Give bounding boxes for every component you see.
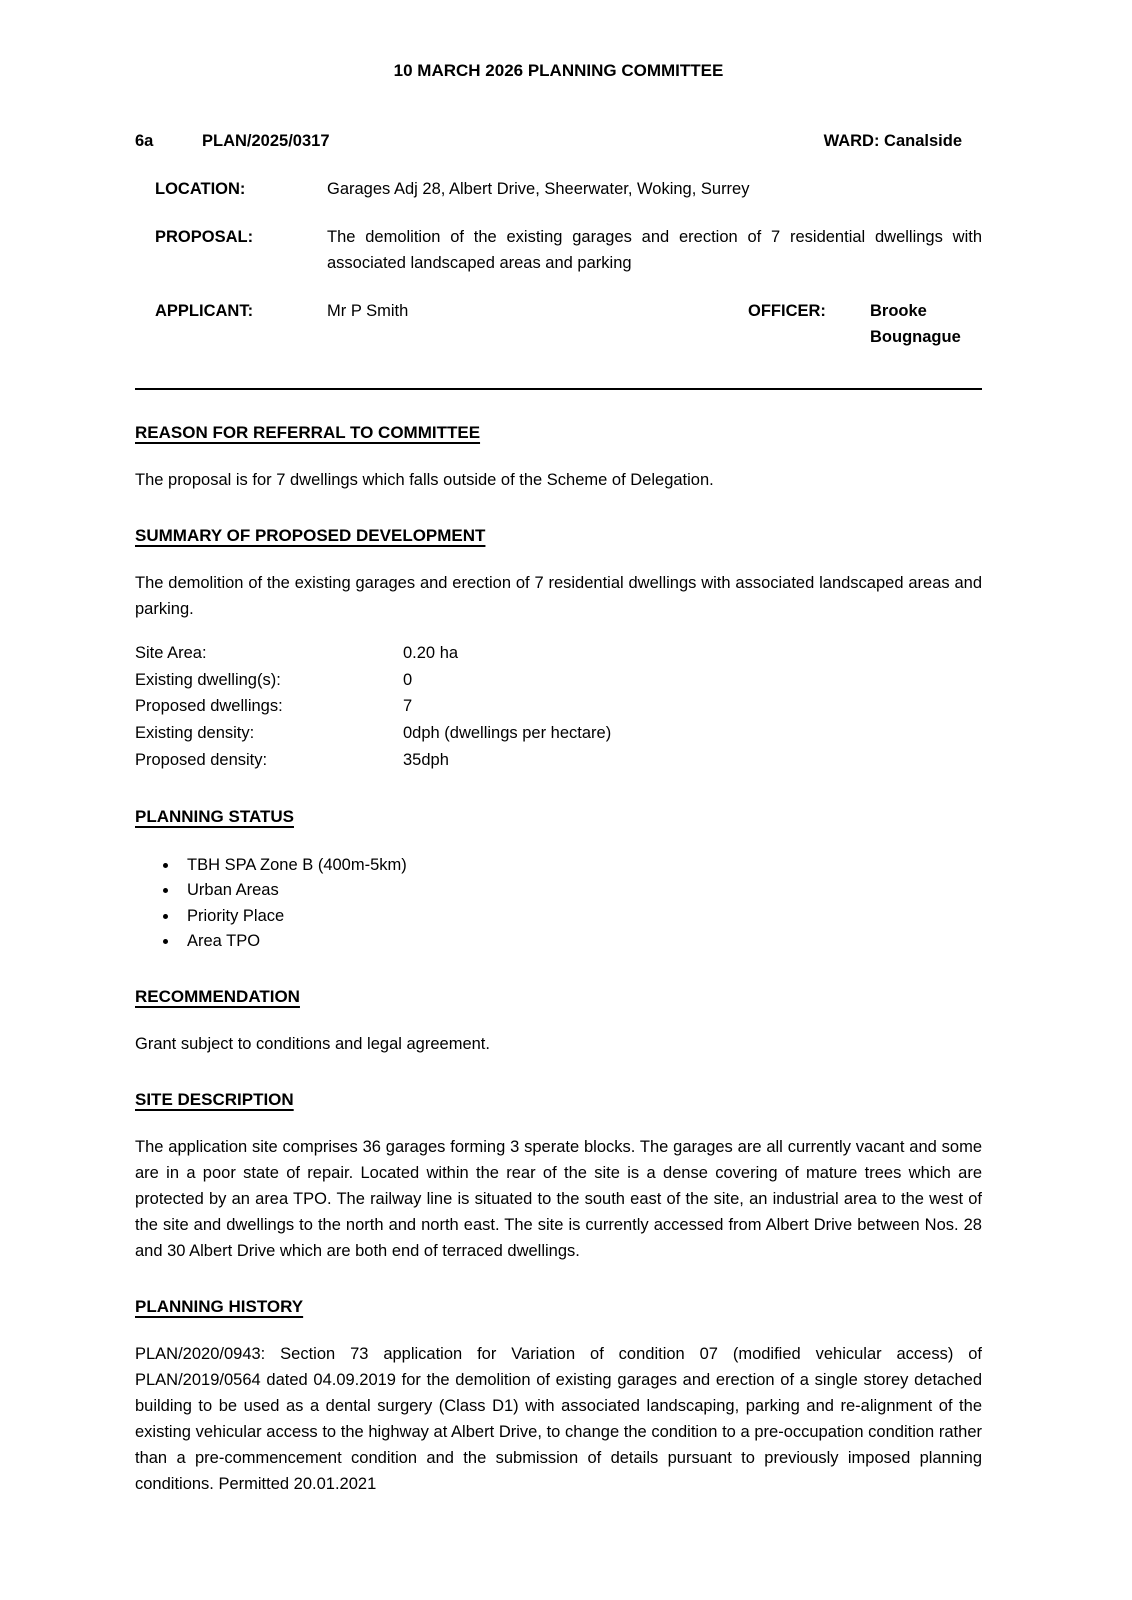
stats-label: Site Area:	[135, 644, 207, 662]
officer-label: OFFICER:	[748, 302, 826, 320]
section-heading-planning-history	[135, 1294, 982, 1320]
proposal-value: The demolition of the existing garages and erection of 7 residential dwellings with associated landscaped areas and parking	[327, 228, 982, 272]
planning-status-item: • TBH SPA Zone B (400m-5km)	[179, 853, 982, 878]
stats-row-proposed-dwellings	[135, 693, 982, 720]
section-heading-referral	[135, 420, 982, 446]
stats-value: 0	[403, 670, 413, 689]
location-value: Garages Adj 28, Albert Drive, Sheerwater, Woking, Surrey	[327, 180, 750, 198]
section-heading-referral-text: REASON FOR REFERRAL TO COMMITTEE	[135, 423, 481, 442]
planning-status-item: • Priority Place	[179, 904, 982, 929]
section-heading-planning-history-text: PLANNING HISTORY	[135, 1297, 304, 1317]
stats-row-site-area	[135, 640, 982, 667]
section-heading-summary-text: SUMMARY OF PROPOSED DEVELOPMENT	[135, 526, 486, 545]
referral-body: The proposal is for 7 dwellings which falls outside of the Scheme of Delegation.	[135, 471, 714, 489]
section-heading-planning-status-text: PLANNING STATUS	[135, 806, 294, 826]
agenda-item-number: 6a	[135, 132, 154, 150]
stats-label: Existing dwelling(s):	[135, 670, 281, 689]
stats-label: Proposed density:	[135, 750, 268, 769]
applicant-value: Mr P Smith	[327, 302, 409, 320]
stats-label: Proposed dwellings:	[135, 697, 283, 716]
planning-status-item: • Area TPO	[179, 929, 982, 954]
planning-status-item: • Urban Areas	[179, 878, 982, 903]
proposal-label: PROPOSAL:	[155, 228, 254, 246]
applicant-row	[135, 298, 982, 350]
stats-row-proposed-density	[135, 747, 982, 774]
stats-label: Existing density:	[135, 724, 255, 743]
location-row	[135, 176, 982, 202]
section-heading-site-description	[135, 1087, 982, 1113]
location-label: LOCATION:	[155, 180, 246, 198]
stats-value: 7	[403, 697, 413, 716]
section-heading-recommendation-text: RECOMMENDATION	[135, 987, 300, 1007]
site-description-body: The application site comprises 36 garages forming 3 sperate blocks. The garages are all currently vacant and some are in a poor state of repair. Located within the rear of the site is a dense covering of mature trees which are protected by an area TPO. The railway line is situated to the south east of the site, an industrial area to the west of the site and dwellings to the north and north east. The site is currently accessed from Albert Drive between Nos. 28 and 30 Albert Drive which are both end of terraced dwellings.	[135, 1138, 982, 1261]
application-reference: PLAN/2025/0317	[202, 132, 330, 150]
stats-value: 0dph (dwellings per hectare)	[403, 724, 612, 743]
planning-history-body: PLAN/2020/0943: Section 73 application for Variation of condition 07 (modified vehicular access) of PLAN/2019/0564 dated 04.09.2019 for the demolition of existing garages and erection of a single storey detached building to be used as a dental surgery (Class D1) with associated landscaping, parking and re-alignment of the existing vehicular access to the highway at Albert Drive, to change the condition to a pre-occupation condition rather than a pre-commencement condition and the submission of details pursuant to previously imposed planning conditions. Permitted 20.01.2021	[135, 1345, 982, 1494]
page-title: 10 MARCH 2026 PLANNING COMMITTEE	[393, 61, 724, 80]
section-heading-recommendation	[135, 984, 982, 1010]
case-header-row	[135, 128, 982, 154]
applicant-label: APPLICANT:	[155, 302, 254, 320]
planning-status-list	[135, 853, 982, 955]
section-heading-site-description-text: SITE DESCRIPTION	[135, 1090, 294, 1110]
section-heading-summary	[135, 523, 982, 549]
officer-value: Brooke Bougnague	[870, 302, 961, 346]
stats-row-existing-dwellings	[135, 667, 982, 694]
stats-row-existing-density	[135, 720, 982, 747]
summary-body: The demolition of the existing garages and erection of 7 residential dwellings with associated landscaped areas and parking.	[135, 574, 982, 618]
stats-value: 35dph	[403, 750, 449, 769]
section-heading-planning-status	[135, 804, 982, 830]
ward-label: WARD: Canalside	[823, 132, 962, 150]
site-stats-table	[135, 640, 982, 774]
header-divider	[135, 388, 982, 390]
proposal-row	[135, 224, 982, 276]
stats-value: 0.20 ha	[403, 644, 459, 662]
recommendation-body: Grant subject to conditions and legal agreement.	[135, 1035, 490, 1054]
